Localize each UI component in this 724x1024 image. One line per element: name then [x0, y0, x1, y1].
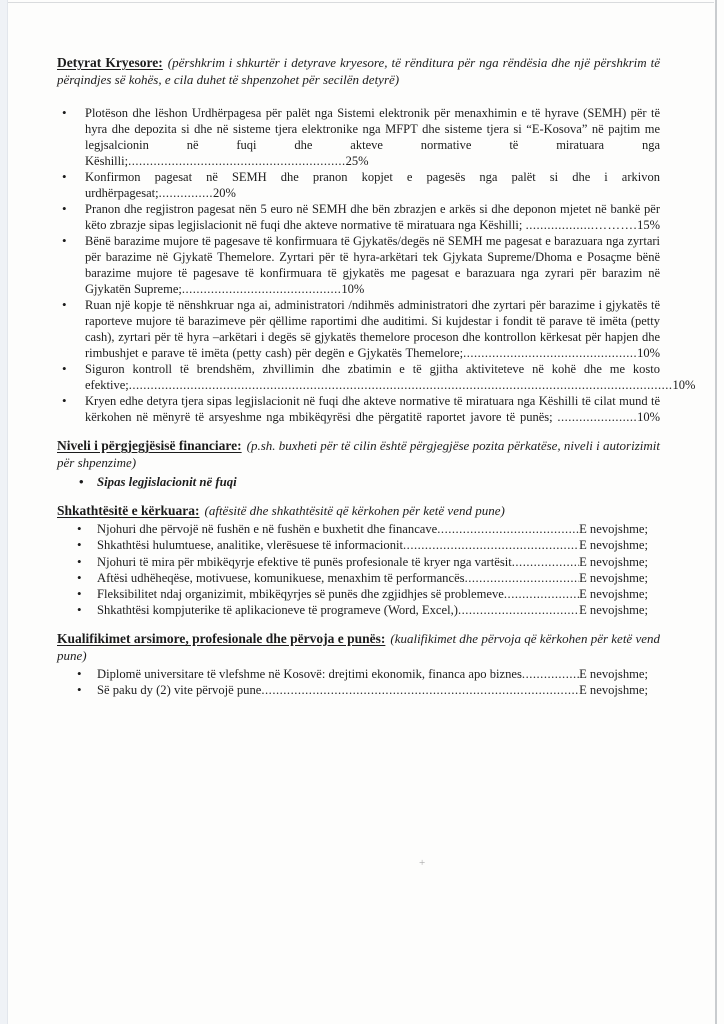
dot-leader: [403, 537, 579, 553]
duties-heading: Detyrat Kryesore:: [57, 55, 163, 70]
qualification-requirement: E nevojshme;: [579, 666, 648, 681]
scan-artifact-plus: +: [419, 857, 426, 869]
financial-item: [57, 474, 660, 490]
financial-heading: Niveli i përgjegjësisë financiare:: [57, 438, 242, 453]
qualification-item: [57, 682, 648, 699]
duty-percent: 10%: [672, 378, 696, 392]
qualifications-heading: Kualifikimet arsimore, profesionale dhe përvoja e punës:: [57, 630, 386, 646]
skill-text: • Njohuri dhe përvojë në fushën e në fushën e buxhetit dhe financave: [97, 522, 438, 536]
dot-leader: ...............: [158, 186, 213, 200]
scan-edge-right: [715, 0, 717, 1024]
duty-percent: 15%: [637, 218, 660, 232]
duty-text: Bënë barazime mujore të pagesave të konfirmuara të Gjykatës/degës në SEMH me pagesat e barazuara nga zyrtari për barazime në Gjykatë Themelore. Zyrtari për të hyra-arkëtari tek Gjykata Supreme/Dhoma e Posaçme bënë barazime mujore të pagesave të konfirmuara të gjykatës me pagesat e barazuara nga zyrari për barazim në Gjykatën Supreme;: [85, 234, 660, 296]
duty-text: Plotëson dhe lëshon Urdhërpagesa për palët nga Sistemi elektronik për menaxhimin e të hyrave (SEMH) për të hyra dhe depozita si dhe në sisteme tjera elektronike nga MFPT dhe sisteme tjera si “E-Kosova” në pajtim me legjsalcionin në fuqi dhe akteve normative të miratuara nga Këshilli;: [85, 106, 660, 168]
duty-text: Ruan një kopje të nënshkruar nga ai, administratori /ndihmës administratori dhe zyrtari për barazime i gjykatës të raporteve mujore të barazimeve për qëllime raportimi dhe auditimi. Si kujdestar i fondit të parave të imëta (petty cash), zyrtari për të hyra –arkëtari i degës së gjykatës themelore proceson dhe kontrollon kërkesat për hapjen dhe rimbushjet e parave të imëta (petty cash) për degën e Gjykatës Themelore;: [85, 298, 660, 360]
skill-item: [57, 537, 648, 553]
duty-text: Pranon dhe regjistron pagesat nën 5 euro në SEMH dhe bën zbrazjen e arkës si dhe deponon mjetet në bankë për këto zbrazje sipas legjislacionit në fuqi dhe akteve normative të miratuara nga Këshilli;: [85, 202, 660, 232]
dot-leader: [465, 570, 580, 586]
skill-text: • Shkathtësi kompjuterike të aplikacioneve të programeve (Word, Excel,): [97, 603, 458, 618]
skill-text: • Njohuri të mira për mbikëqyrje efektive të punës profesionale të kryer nga vartësit: [97, 554, 512, 569]
duty-percent: 10%: [341, 282, 365, 296]
skill-item: [57, 586, 648, 602]
duty-percent: 20%: [212, 186, 236, 200]
skill-text: • Shkathtësi hulumtuese, analitike, vlerësuese të informacionit: [97, 538, 404, 553]
scan-edge-top: [8, 2, 714, 3]
skill-requirement: E nevojshme;: [579, 587, 648, 602]
skills-heading-note: (aftësitë dhe shkathtësitë që kërkohen për ketë vend pune): [204, 503, 505, 518]
skills-list: [57, 521, 660, 619]
qualifications-heading-note: (kualifikimet dhe përvoja që kërkohen për ketë vend pune): [57, 630, 660, 663]
duty-item: [57, 201, 660, 233]
skill-requirement: E nevojshme;: [579, 522, 648, 536]
duty-text: Konfirmon pagesat në SEMH dhe pranon kopjet e pagesës nga palët si dhe i arkivon urdhërpagesat;: [85, 170, 660, 200]
financial-heading-para: [57, 437, 660, 471]
qualifications-heading-para: [57, 630, 660, 664]
duty-percent: 25%: [345, 154, 369, 168]
dot-leader: ............................................: [181, 282, 342, 296]
skill-item: [57, 554, 648, 570]
skill-requirement: E nevojshme;: [579, 570, 648, 585]
dot-leader: [504, 586, 579, 602]
dot-leader: ................................................: [463, 346, 638, 360]
duty-item: [57, 233, 660, 297]
dot-leader: [512, 554, 579, 570]
skills-heading: Shkathtësitë e kërkuara:: [57, 503, 200, 518]
duty-item: [57, 393, 660, 425]
dot-leader: [522, 666, 579, 683]
document-content: [57, 54, 696, 699]
duties-heading-para: [57, 54, 660, 88]
duty-item: [57, 297, 660, 361]
duty-text: Kryen edhe detyra tjera sipas legjislacionit në fuqi dhe akteve normative të miratuara nga Këshilli të cilat mund të kërkohen në mënyrë të arsyeshme nga mbikëqyrësi dhe përgatitë raportet javore të punës;: [85, 394, 660, 424]
skill-text: • Aftësi udhëheqëse, motivuese, komunikuese, menaxhim të performancës: [97, 570, 465, 585]
skills-heading-para: [57, 502, 660, 519]
qualifications-list: [57, 666, 660, 699]
dot-leader: ...................……….: [525, 218, 638, 232]
duty-item: [57, 105, 660, 169]
skill-requirement: E nevojshme;: [579, 554, 648, 569]
skill-requirement: E nevojshme;: [579, 603, 648, 618]
dot-leader: [458, 602, 579, 618]
dot-leader: [437, 521, 579, 537]
dot-leader: ............................................................: [128, 154, 346, 168]
duty-text: Siguron kontroll të brendshëm, zhvillimin dhe zbatimin e të gjitha aktiviteteve në kohë dhe me kosto efektive;: [85, 362, 660, 392]
dot-leader: [261, 682, 579, 699]
skill-item: [57, 570, 648, 586]
qualification-requirement: E nevojshme;: [579, 683, 648, 698]
duty-item: [57, 169, 660, 201]
skill-text: • Fleksibilitet ndaj organizimit, mbikëqyrjes së punës dhe zgjidhjes së problemeve: [97, 587, 504, 602]
qualification-item: [57, 666, 648, 683]
duty-item: [57, 361, 696, 393]
qualification-text: • Diplomë universitare të vlefshme në Kosovë: drejtimi ekonomik, financa apo biznes: [97, 666, 522, 681]
scan-edge-left: [0, 0, 8, 1024]
duties-list: [57, 105, 696, 425]
duty-percent: 10%: [637, 410, 660, 424]
financial-list: [57, 474, 660, 490]
dot-leader: ......................................................................................................................................................: [128, 378, 673, 392]
skill-item: [57, 602, 648, 618]
duties-heading-note: (përshkrim i shkurtër i detyrave kryesore, të rënditura për nga rëndësia dhe një përshkrim të përqindjes së kohës, e cila duhet të shpenzohet për secilën detyrë): [57, 55, 661, 87]
financial-item-text: Sipas legjislacionit në fuqi: [97, 475, 237, 489]
skill-item: [57, 521, 648, 537]
duty-percent: 10%: [637, 346, 660, 360]
skill-requirement: E nevojshme;: [579, 538, 648, 553]
dot-leader: ......................: [557, 410, 638, 424]
financial-heading-note: (p.sh. buxheti për të cilin është përgjegjëse pozita përkatëse, niveli i autorizimit për shpenzime): [57, 438, 661, 470]
qualification-text: • Së paku dy (2) vite përvojë pune: [97, 683, 262, 698]
